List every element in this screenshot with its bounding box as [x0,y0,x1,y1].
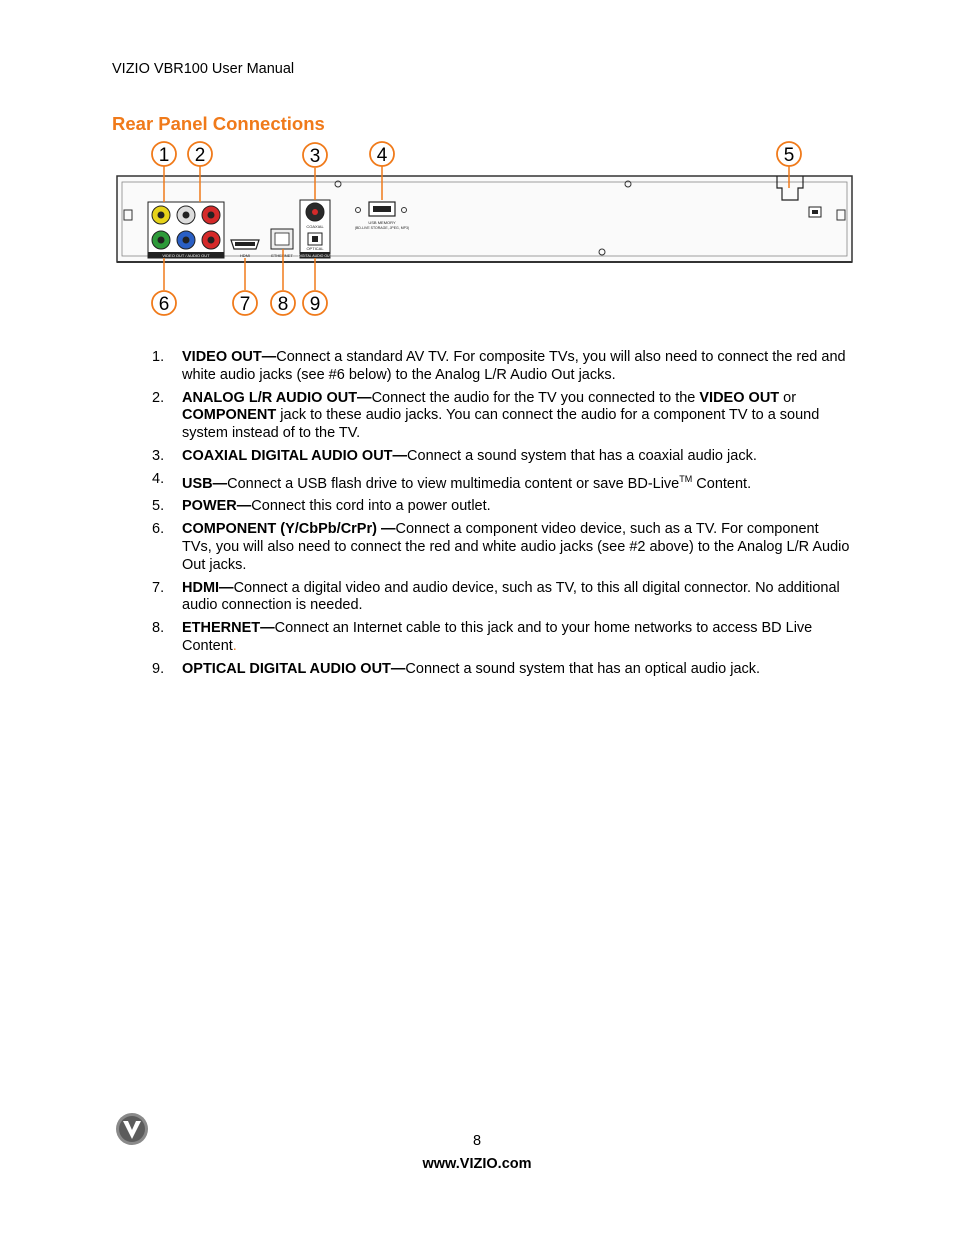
callout-5: 5 [783,145,795,166]
list-item-text: Connect a standard AV TV. For composite TVs, you will also need to connect the red and white audio jacks (see #6 below) to the Analog L/R Audio Out jacks. [182,349,846,383]
av-panel-label: VIDEO OUT / AUDIO OUT [162,253,210,258]
usb-label: USB MEMORY [368,220,396,225]
section-title: Rear Panel Connections [112,113,325,134]
list-item-number: 5. [152,498,165,515]
list-item-text: jack to these audio jacks. You can connect the audio for a component TV to a sound system instead of to the TV. [182,407,820,442]
coaxial-label: COAXIAL [306,224,324,229]
connector-name: COAXIAL DIGITAL AUDIO OUT— [182,447,408,464]
av-jack-panel [148,202,224,258]
callout-9: 9 [309,294,321,315]
list-item-text: TM [679,473,693,484]
callout-8: 8 [277,294,289,315]
callout-7: 7 [239,294,251,315]
list-item [152,521,852,574]
connector-name: ANALOG L/R AUDIO OUT— [182,389,372,406]
hdmi-label: HDMI [239,253,251,258]
list-item-text: Connect the audio for the TV you connected to the [371,389,700,406]
list-item [152,498,852,516]
list-item [152,349,852,385]
list-item [152,620,852,656]
list-item-number: 1. [152,349,165,365]
list-item-text: Connect this cord into a power outlet. [251,498,491,515]
list-item [152,471,852,494]
connector-name: VIDEO OUT [699,389,780,406]
list-item [152,448,852,466]
digital-audio-panel [298,200,332,258]
connector-name: USB— [182,475,228,492]
connector-name: POWER— [182,498,252,515]
list-item-text: Connect a sound system that has an optical audio jack. [405,660,761,677]
callout-1: 1 [158,145,170,166]
list-item [152,390,852,443]
connector-name: OPTICAL DIGITAL AUDIO OUT— [182,660,406,677]
connector-name: VIDEO OUT— [182,349,277,365]
list-item-text: Connect a sound system that has a coaxial audio jack. [407,447,757,464]
ethernet-port[interactable] [271,229,293,258]
ethernet-label: ETHERNET [271,253,293,258]
manual-header: VIZIO VBR100 User Manual [112,61,295,77]
list-item-number: 8. [152,620,165,637]
rear-panel-diagram [112,138,857,323]
callout-2: 2 [194,145,206,166]
list-item-number: 9. [152,660,165,677]
list-item-text: Connect an Internet cable to this jack and to your home networks to access BD Live Content [182,620,813,654]
list-item-number: 6. [152,521,165,538]
list-item-text: Connect a USB flash drive to view multimedia content or save BD-Live [227,475,680,492]
callout-6: 6 [158,294,170,315]
list-item-number: 7. [152,579,165,596]
list-item [152,580,852,616]
list-item-text: or [779,389,797,406]
connector-name: HDMI— [182,579,234,596]
usb-sub-label: (BD-LIVE STORAGE, JPEG, MP3) [354,226,410,230]
list-item-text: Connect a component video device, such as a TV. For component TVs, you will also need to connect the red and white audio jacks (see #2 above) to the Analog L/R Audio Out jacks. [182,521,850,573]
chassis-body [117,176,852,262]
list-item-text: Connect a digital video and audio device, such as TV, to this all digital connector. No additional audio connection is needed. [182,579,840,614]
connector-name: COMPONENT (Y/CbPb/CrPr) — [182,521,396,538]
list-item-text: . [232,637,237,654]
list-item [152,661,852,679]
connector-name: COMPONENT [182,407,277,424]
connection-list [152,349,852,684]
connector-name: ETHERNET— [182,620,275,637]
list-item-number: 3. [152,447,165,464]
footer-url[interactable]: www.VIZIO.com [422,1156,532,1172]
optical-label: OPTICAL [306,246,324,251]
digital-audio-label: DIGITAL AUDIO OUT [298,254,332,258]
list-item-text: Content. [692,475,752,492]
list-item-number: 2. [152,389,165,406]
page-number: 8 [472,1133,482,1149]
list-item-number: 4. [152,470,165,487]
callout-3: 3 [309,146,321,167]
callout-4: 4 [376,145,388,166]
